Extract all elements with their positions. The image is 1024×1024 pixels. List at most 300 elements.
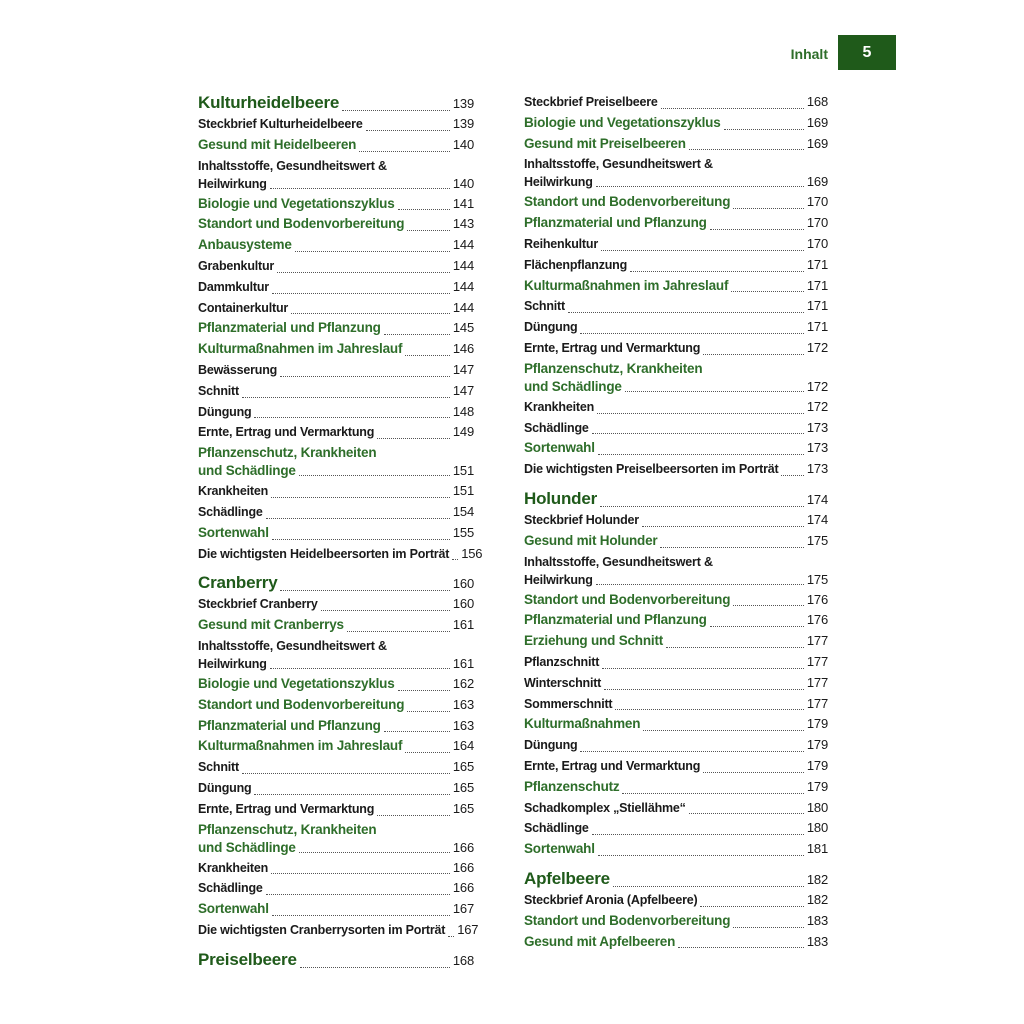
dot-leader — [254, 417, 449, 418]
toc-entry-page: 140 — [452, 175, 474, 191]
toc-entry-label: Steckbrief Aronia (Apfelbeere) — [524, 892, 698, 907]
dot-leader — [270, 668, 450, 669]
toc-entry-label: Kulturheidelbeere — [198, 93, 340, 112]
toc-entry — [524, 296, 828, 317]
dot-leader — [731, 291, 804, 292]
toc-entry — [198, 235, 474, 256]
toc-entry-label: Kulturmaßnahmen im Jahreslauf — [198, 341, 403, 357]
toc-entry-page: 172 — [806, 398, 828, 414]
toc-entry-page: 177 — [806, 633, 828, 649]
toc-entry-label: Biologie und Vegetationszyklus — [524, 114, 721, 130]
toc-entry-label-line1: Inhaltsstoffe, Gesundheitswert & — [524, 554, 713, 569]
dot-leader — [660, 547, 803, 548]
toc-entry-page: 175 — [806, 571, 828, 587]
toc-entry — [198, 716, 474, 737]
toc-entry-label: Düngung — [524, 320, 578, 335]
dot-leader — [666, 647, 804, 648]
toc-entry-page: 149 — [452, 424, 474, 440]
toc-entry-label: Schädlinge — [198, 504, 263, 519]
dot-leader — [270, 188, 450, 189]
page-number: 5 — [862, 43, 872, 61]
toc-entry-page: 165 — [452, 800, 474, 816]
dot-leader — [596, 186, 804, 187]
toc-entry — [524, 531, 828, 552]
toc-entry-label: Pflanzmaterial und Pflanzung — [524, 215, 707, 231]
toc-chapter-entry — [198, 92, 474, 114]
toc-entry — [198, 135, 474, 156]
toc-entry-page: 183 — [806, 912, 828, 928]
toc-entry-page: 171 — [806, 298, 828, 314]
dot-leader — [271, 873, 450, 874]
dot-leader — [601, 250, 804, 251]
toc-entry-page: 182 — [806, 871, 828, 887]
toc-entry-label: Standort und Bodenvorbereitung — [524, 194, 731, 210]
toc-entry-label-line1: Pflanzenschutz, Krankheiten — [198, 821, 377, 837]
toc-entry-label: Erziehung und Schnitt — [524, 633, 664, 649]
toc-entry — [198, 594, 474, 615]
toc-chapter-entry — [524, 868, 828, 890]
toc-entry-label-line1: Inhaltsstoffe, Gesundheitswert & — [198, 158, 387, 173]
toc-entry-label: Krankheiten — [198, 484, 269, 499]
toc-entry-label: Steckbrief Holunder — [524, 512, 639, 527]
toc-entry — [524, 113, 828, 134]
toc-entry — [524, 590, 828, 611]
toc-entry — [524, 276, 828, 297]
toc-entry-label: Steckbrief Cranberry — [198, 597, 318, 612]
dot-leader — [384, 334, 450, 335]
toc-entry — [198, 736, 474, 757]
dot-leader — [291, 313, 450, 314]
toc-entry-label: Ernte, Ertrag und Vermarktung — [524, 758, 701, 773]
toc-entry-page: 145 — [452, 320, 474, 336]
toc-entry-label: Düngung — [198, 780, 252, 795]
toc-entry — [524, 735, 828, 756]
toc-entry-label: Pflanzmaterial und Pflanzung — [198, 717, 381, 733]
toc-entry-page: 162 — [452, 675, 474, 691]
toc-entry — [524, 652, 828, 673]
toc-entry — [198, 481, 474, 502]
toc-entry — [198, 422, 474, 443]
toc-entry — [198, 544, 483, 565]
toc-entry-page: 179 — [806, 757, 828, 773]
toc-entry — [524, 673, 828, 694]
dot-leader — [642, 526, 804, 527]
toc-entry-label: Holunder — [524, 488, 598, 508]
toc-entry-label: Flächenpflanzung — [524, 257, 628, 272]
toc-entry-label: Pflanzmaterial und Pflanzung — [524, 612, 707, 628]
dot-leader — [347, 631, 450, 632]
toc-entry-page: 170 — [806, 215, 828, 231]
toc-entry-page: 146 — [452, 341, 474, 357]
toc-chapter-entry — [198, 572, 474, 594]
toc-entry-label: Standort und Bodenvorbereitung — [198, 216, 405, 232]
dot-leader — [733, 208, 804, 209]
toc-entry — [198, 114, 474, 135]
toc-entry-label: und Schädlinge — [524, 378, 622, 394]
toc-entry — [524, 213, 828, 234]
toc-entry-page: 179 — [806, 737, 828, 753]
dot-leader — [300, 967, 450, 968]
dot-leader — [398, 690, 450, 691]
toc-entry-page: 161 — [452, 655, 474, 671]
toc-entry-page: 165 — [452, 759, 474, 775]
toc-entry — [198, 778, 474, 799]
dot-leader — [700, 906, 803, 907]
toc-entry — [524, 317, 828, 338]
toc-entry — [198, 156, 474, 194]
toc-entry — [198, 615, 474, 636]
dot-leader — [407, 230, 450, 231]
toc-entry-page: 180 — [806, 820, 828, 836]
toc-entry-page: 154 — [452, 503, 474, 519]
toc-entry — [198, 523, 474, 544]
toc-entry — [524, 459, 828, 480]
toc-entry-page: 139 — [452, 116, 474, 131]
toc-entry — [198, 899, 474, 920]
dot-leader — [299, 852, 450, 853]
toc-entry-page: 144 — [452, 257, 474, 273]
toc-entry-page: 166 — [452, 859, 474, 875]
dot-leader — [710, 229, 804, 230]
toc-entry-label: Düngung — [524, 738, 578, 753]
dot-leader — [407, 711, 450, 712]
toc-entry-label: Grabenkultur — [198, 258, 275, 273]
toc-entry — [198, 878, 474, 899]
toc-entry-label: Ernte, Ertrag und Vermarktung — [198, 801, 375, 816]
dot-leader — [377, 438, 450, 439]
toc-entry — [524, 756, 828, 777]
toc-entry-page: 163 — [452, 696, 474, 712]
toc-entry-page: 144 — [452, 278, 474, 294]
toc-entry-label: und Schädlinge — [198, 839, 296, 855]
toc-entry-page: 177 — [806, 653, 828, 669]
toc-entry-page: 172 — [806, 339, 828, 355]
toc-entry-page: 171 — [806, 277, 828, 293]
toc-entry — [198, 820, 474, 858]
dot-leader — [277, 272, 450, 273]
toc-column-right — [524, 92, 828, 952]
toc-entry-page: 176 — [806, 612, 828, 628]
dot-leader — [321, 610, 450, 611]
toc-entry-page: 171 — [806, 256, 828, 272]
toc-entry-page: 169 — [806, 135, 828, 151]
dot-leader — [592, 433, 804, 434]
toc-entry-page: 179 — [806, 778, 828, 794]
dot-leader — [377, 815, 450, 816]
toc-entry-page: 168 — [806, 94, 828, 109]
toc-entry-label: Krankheiten — [198, 860, 269, 875]
toc-entry-label: Krankheiten — [524, 399, 595, 414]
toc-entry-label: Sommerschnitt — [524, 696, 613, 711]
toc-entry-label: Die wichtigsten Heidelbeersorten im Porträt — [198, 546, 450, 561]
toc-entry — [524, 510, 828, 531]
toc-entry-label: Standort und Bodenvorbereitung — [524, 591, 731, 607]
toc-entry-page: 183 — [806, 933, 828, 949]
toc-entry-label: Schnitt — [198, 383, 239, 398]
page-number-badge — [838, 35, 896, 70]
dot-leader — [295, 251, 450, 252]
toc-entry-label: Die wichtigsten Preiselbeersorten im Porträt — [524, 462, 779, 477]
toc-entry-label: Winterschnitt — [524, 675, 602, 690]
toc-entry-page: 139 — [452, 96, 474, 111]
toc-entry — [524, 631, 828, 652]
toc-entry — [524, 777, 828, 798]
dot-leader — [630, 271, 804, 272]
toc-entry — [198, 695, 474, 716]
toc-entry-page: 174 — [806, 511, 828, 527]
toc-entry-label-line1: Pflanzenschutz, Krankheiten — [198, 445, 377, 461]
toc-entry-label: Schädlinge — [198, 881, 263, 896]
dot-leader — [598, 855, 804, 856]
toc-entry-page: 167 — [457, 921, 479, 937]
toc-entry-label: Anbausysteme — [198, 237, 292, 253]
toc-entry-page: 143 — [452, 216, 474, 232]
toc-chapter-entry — [524, 488, 828, 510]
dot-leader — [452, 559, 458, 560]
header-title: Inhalt — [790, 46, 828, 62]
toc-entry — [524, 911, 828, 932]
toc-entry-page: 164 — [452, 738, 474, 754]
dot-leader — [272, 915, 450, 916]
toc-entry-page: 179 — [806, 716, 828, 732]
toc-entry-label: Ernte, Ertrag und Vermarktung — [524, 340, 701, 355]
dot-leader — [271, 497, 450, 498]
toc-entry — [524, 818, 828, 839]
toc-entry — [524, 839, 828, 860]
toc-entry-label: Dammkultur — [198, 279, 269, 294]
toc-entry-label: Kulturmaßnahmen im Jahreslauf — [524, 277, 729, 293]
toc-entry — [198, 256, 474, 277]
toc-entry-page: 165 — [452, 779, 474, 795]
toc-entry-label: Heilwirkung — [198, 176, 267, 191]
toc-entry-label: Biologie und Vegetationszyklus — [198, 195, 395, 211]
toc-entry-page: 176 — [806, 591, 828, 607]
dot-leader — [703, 772, 804, 773]
toc-entry-page: 144 — [452, 237, 474, 253]
toc-entry — [524, 154, 828, 192]
dot-leader — [405, 355, 450, 356]
toc-entry — [524, 890, 828, 911]
dot-leader — [703, 354, 804, 355]
dot-leader — [678, 947, 804, 948]
dot-leader — [689, 813, 804, 814]
toc-entry-label: Düngung — [198, 404, 252, 419]
toc-entry-label: Schädlinge — [524, 821, 589, 836]
toc-entry-label: Pflanzschnitt — [524, 654, 600, 669]
toc-entry-label: Pflanzmaterial und Pflanzung — [198, 320, 381, 336]
toc-entry-label: Die wichtigsten Cranberrysorten im Porträt — [198, 922, 446, 937]
toc-entry — [524, 134, 828, 155]
toc-entry-label-line1: Pflanzenschutz, Krankheiten — [524, 360, 703, 376]
toc-entry-label: Heilwirkung — [524, 572, 593, 587]
toc-entry-page: 151 — [452, 463, 474, 479]
dot-leader — [643, 730, 804, 731]
toc-entry-label: Kulturmaßnahmen im Jahreslauf — [198, 738, 403, 754]
toc-entry — [198, 318, 474, 339]
dot-leader — [299, 475, 450, 476]
toc-entry-label: Gesund mit Apfelbeeren — [524, 933, 676, 949]
toc-entry-page: 173 — [806, 440, 828, 456]
toc-entry-page: 167 — [452, 901, 474, 917]
dot-leader — [359, 151, 450, 152]
toc-entry-page: 144 — [452, 299, 474, 315]
toc-entry-label: Sortenwahl — [524, 440, 595, 456]
toc-entry-label: Kulturmaßnahmen — [524, 716, 641, 732]
toc-entry-page: 147 — [452, 382, 474, 398]
dot-leader — [781, 475, 803, 476]
toc-entry-label: Gesund mit Holunder — [524, 532, 658, 548]
toc-entry-page: 141 — [452, 195, 474, 211]
toc-entry-page: 177 — [806, 674, 828, 690]
toc-entry — [198, 858, 474, 879]
toc-entry-page: 173 — [806, 419, 828, 435]
dot-leader — [242, 773, 450, 774]
dot-leader — [733, 927, 804, 928]
toc-entry — [198, 194, 474, 215]
dot-leader — [405, 752, 450, 753]
toc-entry-label: Gesund mit Cranberrys — [198, 617, 344, 633]
toc-entry-label: Sortenwahl — [198, 901, 269, 917]
toc-entry — [524, 932, 828, 953]
dot-leader — [604, 689, 804, 690]
toc-entry — [524, 338, 828, 359]
dot-leader — [600, 506, 804, 507]
toc-entry — [524, 397, 828, 418]
dot-leader — [661, 108, 804, 109]
toc-entry-page: 166 — [452, 880, 474, 896]
toc-entry-label: Pflanzenschutz — [524, 778, 620, 794]
dot-leader — [272, 539, 450, 540]
toc-entry-page: 168 — [452, 952, 474, 968]
toc-entry — [524, 92, 828, 113]
toc-entry — [524, 192, 828, 213]
toc-entry — [198, 339, 474, 360]
dot-leader — [580, 333, 803, 334]
toc-entry — [524, 798, 828, 819]
dot-leader — [366, 130, 450, 131]
toc-entry — [198, 757, 474, 778]
toc-entry-label: Standort und Bodenvorbereitung — [524, 912, 731, 928]
dot-leader — [280, 376, 450, 377]
toc-entry-label: Heilwirkung — [524, 175, 593, 190]
toc-entry-label: Ernte, Ertrag und Vermarktung — [198, 425, 375, 440]
toc-entry-label: Gesund mit Heidelbeeren — [198, 136, 357, 152]
toc-entry-page: 173 — [806, 461, 828, 477]
dot-leader — [597, 413, 804, 414]
toc-entry-label: Gesund mit Preiselbeeren — [524, 135, 686, 151]
toc-entry-label: Preiselbeere — [198, 949, 297, 969]
toc-entry-page: 151 — [452, 483, 474, 499]
dot-leader — [242, 397, 450, 398]
toc-entry — [524, 610, 828, 631]
dot-leader — [254, 794, 449, 795]
dot-leader — [602, 668, 804, 669]
dot-leader — [615, 709, 804, 710]
toc-entry-label: Schädlinge — [524, 420, 589, 435]
toc-entry-page: 170 — [806, 235, 828, 251]
toc-entry — [524, 438, 828, 459]
toc-entry-label-line1: Inhaltsstoffe, Gesundheitswert & — [198, 638, 387, 653]
toc-entry-page: 161 — [452, 617, 474, 633]
toc-entry-label: Schadkomplex „Stiellähme“ — [524, 800, 686, 815]
dot-leader — [342, 110, 450, 111]
toc-entry — [198, 443, 474, 481]
dot-leader — [596, 584, 804, 585]
toc-entry-page: 169 — [806, 174, 828, 190]
toc-entry — [524, 418, 828, 439]
dot-leader — [622, 793, 803, 794]
toc-entry-page: 181 — [806, 841, 828, 857]
toc-entry — [198, 298, 474, 319]
toc-entry — [524, 714, 828, 735]
toc-entry-label: Schnitt — [524, 299, 565, 314]
toc-entry-label: Apfelbeere — [524, 868, 610, 888]
dot-leader — [398, 209, 450, 210]
dot-leader — [266, 894, 450, 895]
toc-entry-page: 180 — [806, 799, 828, 815]
dot-leader — [625, 391, 804, 392]
toc-entry — [524, 234, 828, 255]
toc-entry — [524, 255, 828, 276]
toc-entry-page: 166 — [452, 839, 474, 855]
toc-entry-page: 170 — [806, 194, 828, 210]
dot-leader — [689, 149, 804, 150]
toc-entry-label: Steckbrief Preiselbeere — [524, 95, 658, 109]
toc-entry-label: Steckbrief Kulturheidelbeere — [198, 117, 363, 131]
toc-entry-label: Reihenkultur — [524, 236, 598, 251]
toc-entry-page: 160 — [452, 576, 474, 592]
toc-entry-page: 147 — [452, 361, 474, 377]
dot-leader — [280, 590, 449, 591]
toc-entry-label-line1: Inhaltsstoffe, Gesundheitswert & — [524, 157, 713, 172]
toc-entry — [198, 674, 474, 695]
toc-entry-label: Standort und Bodenvorbereitung — [198, 696, 405, 712]
toc-entry-label: Schnitt — [198, 760, 239, 775]
toc-entry — [524, 694, 828, 715]
toc-entry — [198, 799, 474, 820]
dot-leader — [724, 129, 804, 130]
toc-chapter-entry — [198, 949, 474, 971]
toc-entry-page: 171 — [806, 319, 828, 335]
toc-entry-page: 156 — [461, 545, 483, 561]
toc-entry — [198, 920, 479, 941]
toc-entry-label: Cranberry — [198, 573, 278, 593]
dot-leader — [733, 605, 804, 606]
toc-entry — [198, 360, 474, 381]
toc-entry-label: und Schädlinge — [198, 463, 296, 479]
toc-entry — [524, 359, 828, 397]
toc-entry-label: Sortenwahl — [524, 841, 595, 857]
toc-entry-page: 160 — [452, 596, 474, 612]
toc-column-left — [198, 92, 483, 971]
toc-entry — [198, 381, 474, 402]
dot-leader — [448, 936, 454, 937]
toc-entry-page: 155 — [452, 524, 474, 540]
toc-entry-page: 163 — [452, 717, 474, 733]
toc-entry — [198, 636, 474, 674]
toc-entry-label: Bewässerung — [198, 362, 278, 377]
toc-entry-label: Containerkultur — [198, 300, 289, 315]
toc-entry-page: 174 — [806, 491, 828, 507]
dot-leader — [580, 751, 803, 752]
dot-leader — [568, 312, 804, 313]
toc-entry — [198, 277, 474, 298]
toc-entry — [198, 214, 474, 235]
toc-entry — [198, 402, 474, 423]
dot-leader — [266, 518, 450, 519]
toc-entry-page: 169 — [806, 114, 828, 130]
toc-entry-page: 177 — [806, 695, 828, 711]
